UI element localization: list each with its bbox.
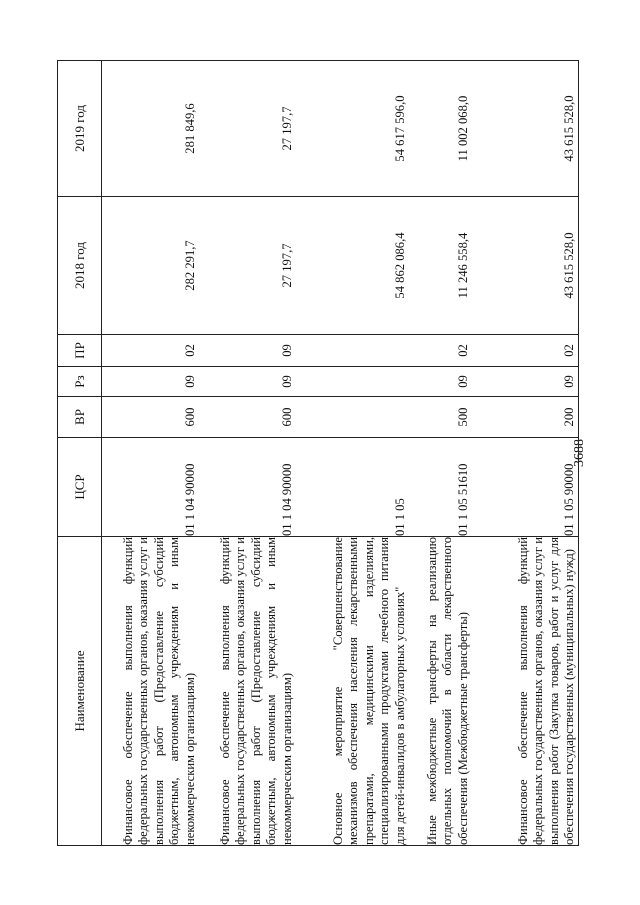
row-rz: 09 (472, 367, 579, 397)
row-name: Финансовое обеспечение выполнения функций федеральных государственных органов, оказания услуг и выполнения работ (Закупка товаров, работ и услуг для обеспечения государственных (муниципальных) нужд) (472, 537, 579, 846)
row-rz: 09 (199, 367, 296, 397)
row-vr: 500 (409, 397, 472, 438)
row-value-2018: 11 246 558,4 (409, 197, 472, 335)
table-row (472, 61, 579, 846)
table-row (199, 61, 296, 846)
row-pr: 02 (102, 335, 199, 367)
row-value-2018: 43 615 528,0 (472, 197, 579, 335)
row-value-2018: 27 197,7 (199, 197, 296, 335)
row-vr: 600 (102, 397, 199, 438)
row-csr: 01 1 04 90000 (199, 438, 296, 537)
row-vr (296, 397, 409, 438)
header-name: Наименование (58, 537, 102, 846)
table-row (296, 61, 409, 846)
page-number: 3688 (572, 439, 587, 467)
header-2019: 2019 год (58, 61, 102, 197)
header-pr: ПР (58, 335, 102, 367)
row-pr: 09 (199, 335, 296, 367)
row-vr: 200 (472, 397, 579, 438)
row-name: Финансовое обеспечение выполнения функций федеральных государственных органов, оказания услуг и выполнения работ (Предоставление субсидий бюджетным, автономным учреждениям и иным некоммерческим организациям) (102, 537, 199, 846)
row-vr: 600 (199, 397, 296, 438)
row-rz: 09 (102, 367, 199, 397)
row-value-2019: 27 197,7 (199, 61, 296, 197)
row-value-2018: 54 862 086,4 (296, 197, 409, 335)
row-name: Финансовое обеспечение выполнения функций федеральных государственных органов, оказания услуг и выполнения работ (Предоставление субсидий бюджетным, автономным учреждениям и иным некоммерческим организациям) (199, 537, 296, 846)
table-header-row (58, 61, 102, 846)
row-pr (296, 335, 409, 367)
row-name: Основное мероприятие "Совершенствование механизмов обеспечения населения лекарственными препаратами, медицинскими изделиями, специализированными продуктами лечебного питания для детей-инвалидов в амбулаторных условиях" (296, 537, 409, 846)
budget-table (57, 60, 579, 846)
header-2018: 2018 год (58, 197, 102, 335)
row-pr: 02 (472, 335, 579, 367)
row-name: Иные межбюджетные трансферты на реализацию отдельных полномочий в области лекарственного обеспечения (Межбюджетные трансферты) (409, 537, 472, 846)
header-rz: Рз (58, 367, 102, 397)
row-value-2019: 54 617 596,0 (296, 61, 409, 197)
rotated-table-container (57, 61, 577, 846)
row-value-2018: 282 291,7 (102, 197, 199, 335)
row-rz (296, 367, 409, 397)
row-csr: 01 1 05 51610 (409, 438, 472, 537)
row-value-2019: 281 849,6 (102, 61, 199, 197)
table-row (409, 61, 472, 846)
header-csr: ЦСР (58, 438, 102, 537)
row-csr: 01 1 05 90000 (472, 438, 579, 537)
row-csr: 01 1 05 (296, 438, 409, 537)
row-csr: 01 1 04 90000 (102, 438, 199, 537)
row-value-2019: 43 615 528,0 (472, 61, 579, 197)
table-row (102, 61, 199, 846)
row-value-2019: 11 002 068,0 (409, 61, 472, 197)
row-rz: 09 (409, 367, 472, 397)
header-vr: ВР (58, 397, 102, 438)
row-pr: 02 (409, 335, 472, 367)
